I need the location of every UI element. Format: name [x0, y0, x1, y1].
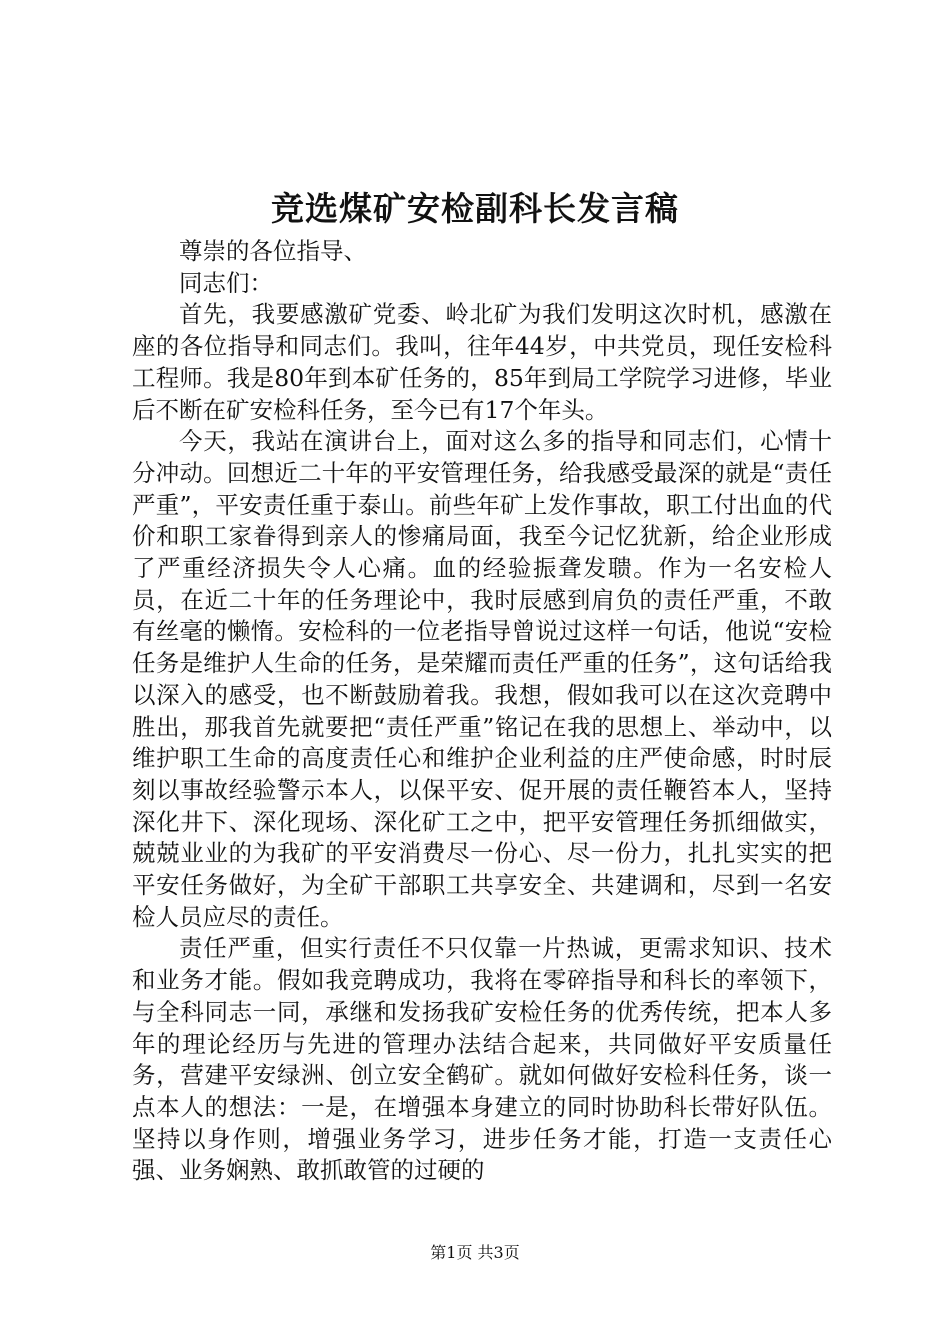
document-title: 竞选煤矿安检副科长发言稿 [271, 189, 679, 228]
page-number: 第1页 [430, 1243, 473, 1262]
paragraph: 首先，我要感激矿党委、岭北矿为我们发明这次时机，感激在座的各位指导和同志们。我叫，往年44岁，中共党员，现任安检科工程师。我是80年到本矿任务的，85年到局工学院学习进修，毕业后不断在矿安检科任务，至今已有17个年头。 [132, 300, 832, 424]
salutation-line-1: 尊崇的各位指导、 [179, 237, 367, 265]
paragraph: 责任严重，但实行责任不只仅靠一片热诚，更需求知识、技术和业务才能。假如我竞聘成功，我将在零碎指导和科长的率领下，与全科同志一同，承继和发扬我矿安检任务的优秀传统，把本人多年的理论经历与先进的管理办法结合起来，共同做好平安质量任务，营建平安绿洲、创立安全鹤矿。就如何做好安检科任务，谈一点本人的想法：一是，在增强本身建立的同时协助科长带好队伍。坚持以身作则，增强业务学习，进步任务才能，打造一支责任心强、业务娴熟、敢抓敢管的过硬的 [132, 934, 832, 1185]
paragraph: 今天，我站在演讲台上，面对这么多的指导和同志们，心情十分冲动。回想近二十年的平安管理任务，给我感受最深的就是“责任严重”，平安责任重于泰山。前些年矿上发作事故，职工付出血的代价和职工家眷得到亲人的惨痛局面，我至今记忆犹新，给企业形成了严重经济损失令人心痛。血的经验振聋发聩。作为一名安检人员，在近二十年的任务理论中，我时辰感到肩负的责任严重，不敢有丝毫的懒惰。安检科的一位老指导曾说过这样一句话，他说“安检任务是维护人生命的任务，是荣耀而责任严重的任务”，这句话给我以深入的感受，也不断鼓励着我。我想，假如我可以在这次竞聘中胜出，那我首先就要把“责任严重”铭记在我的思想上、举动中，以维护职工生命的高度责任心和维护企业利益的庄严使命感，时时辰刻以事故经验警示本人，以保平安、促开展的责任鞭笞本人，坚持深化井下、深化现场、深化矿工之中，把平安管理任务抓细做实，兢兢业业的为我矿的平安消费尽一份心、尽一份力，扎扎实实的把平安任务做好，为全矿干部职工共享安全、共建调和，尽到一名安检人员应尽的责任。 [132, 427, 832, 931]
page-footer [0, 1242, 950, 1264]
page-total: 共3页 [477, 1243, 520, 1262]
salutation-line-2: 同志们： [179, 268, 273, 297]
document-body [132, 236, 832, 1187]
